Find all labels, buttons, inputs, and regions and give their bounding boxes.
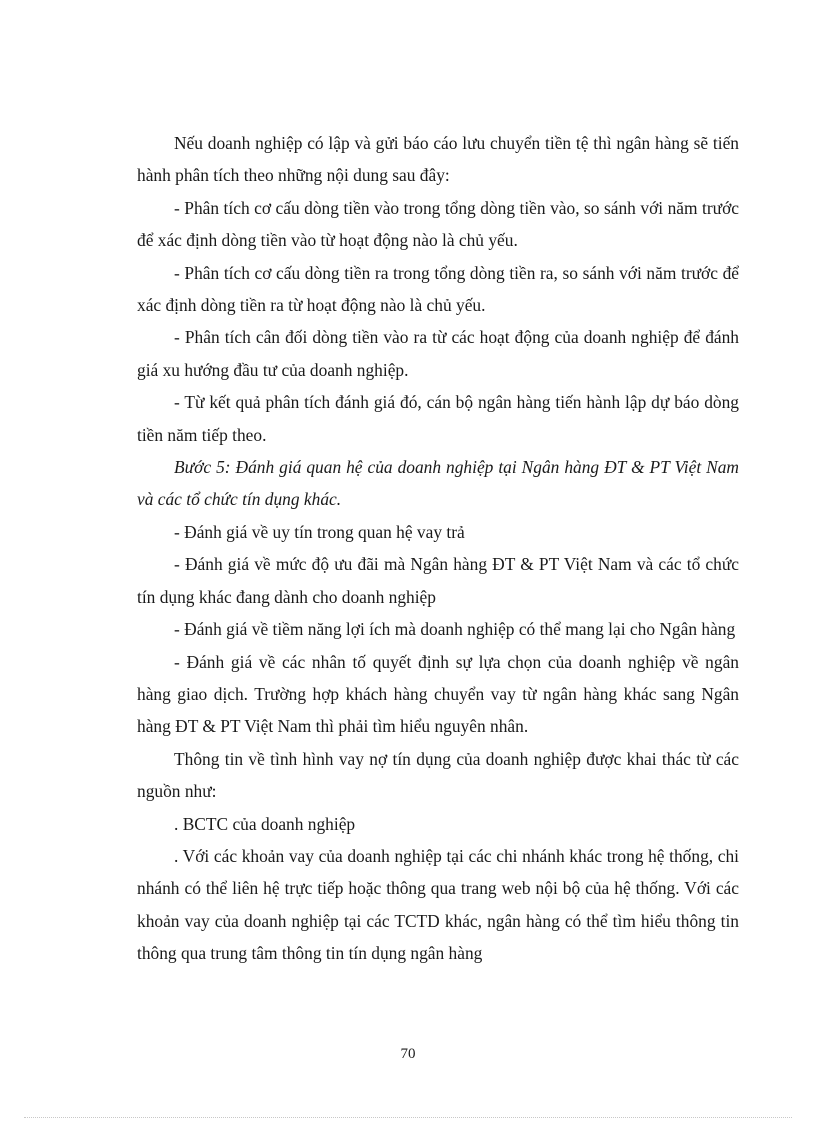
paragraph: - Đánh giá về tiềm năng lợi ích mà doanh nghiệp có thể mang lại cho Ngân hàng — [174, 619, 736, 640]
paragraph: - Đánh giá về các nhân tố quyết định sự lựa chọn của doanh nghiệp về ngân hàng giao dịch. Trường hợp khách hàng chuyển vay từ ngân hàng khác sang Ngân hàng ĐT & PT Việt Nam thì phải tìm hiểu nguyên nhân. — [137, 651, 739, 737]
paragraph: Thông tin về tình hình vay nợ tín dụng của doanh nghiệp được khai thác từ các nguồn như: — [137, 748, 739, 802]
paragraph: . Với các khoản vay của doanh nghiệp tại các chi nhánh khác trong hệ thống, chi nhánh có thể liên hệ trực tiếp hoặc thông qua trang web nội bộ của hệ thống. Với các khoản vay của doanh nghiệp tại các TCTD khác, ngân hàng có thể tìm hiểu thông tin thông qua trung tâm thông tin tín dụng ngân hàng — [137, 845, 739, 964]
paragraph: - Phân tích cân đối dòng tiền vào ra từ các hoạt động của doanh nghiệp để đánh giá xu hướng đầu tư của doanh nghiệp. — [137, 327, 739, 380]
paragraph: Nếu doanh nghiệp có lập và gửi báo cáo lưu chuyển tiền tệ thì ngân hàng sẽ tiến hành phân tích theo những nội dung sau đây: — [137, 133, 739, 186]
paragraph: - Phân tích cơ cấu dòng tiền vào trong tổng dòng tiền vào, so sánh với năm trước để xác định dòng tiền vào từ hoạt động nào là chủ yếu. — [137, 197, 739, 251]
step-heading: Bước 5: Đánh giá quan hệ của doanh nghiệp tại Ngân hàng ĐT & PT Việt Nam và các tổ chức tín dụng khác. — [137, 457, 739, 510]
paragraph: . BCTC của doanh nghiệp — [174, 813, 356, 834]
paragraph: - Đánh giá về uy tín trong quan hệ vay trả — [174, 521, 465, 542]
paragraph: - Phân tích cơ cấu dòng tiền ra trong tổng dòng tiền ra, so sánh với năm trước để xác định dòng tiền ra từ hoạt động nào là chủ yếu. — [137, 262, 739, 316]
page-bottom-divider — [24, 1117, 792, 1118]
body-text — [137, 127, 739, 970]
page-number: 70 — [400, 1046, 416, 1062]
paragraph: - Từ kết quả phân tích đánh giá đó, cán bộ ngân hàng tiến hành lập dự báo dòng tiền năm tiếp theo. — [137, 392, 739, 445]
paragraph: - Đánh giá về mức độ ưu đãi mà Ngân hàng ĐT & PT Việt Nam và các tổ chức tín dụng khác đang dành cho doanh nghiệp — [137, 554, 739, 607]
